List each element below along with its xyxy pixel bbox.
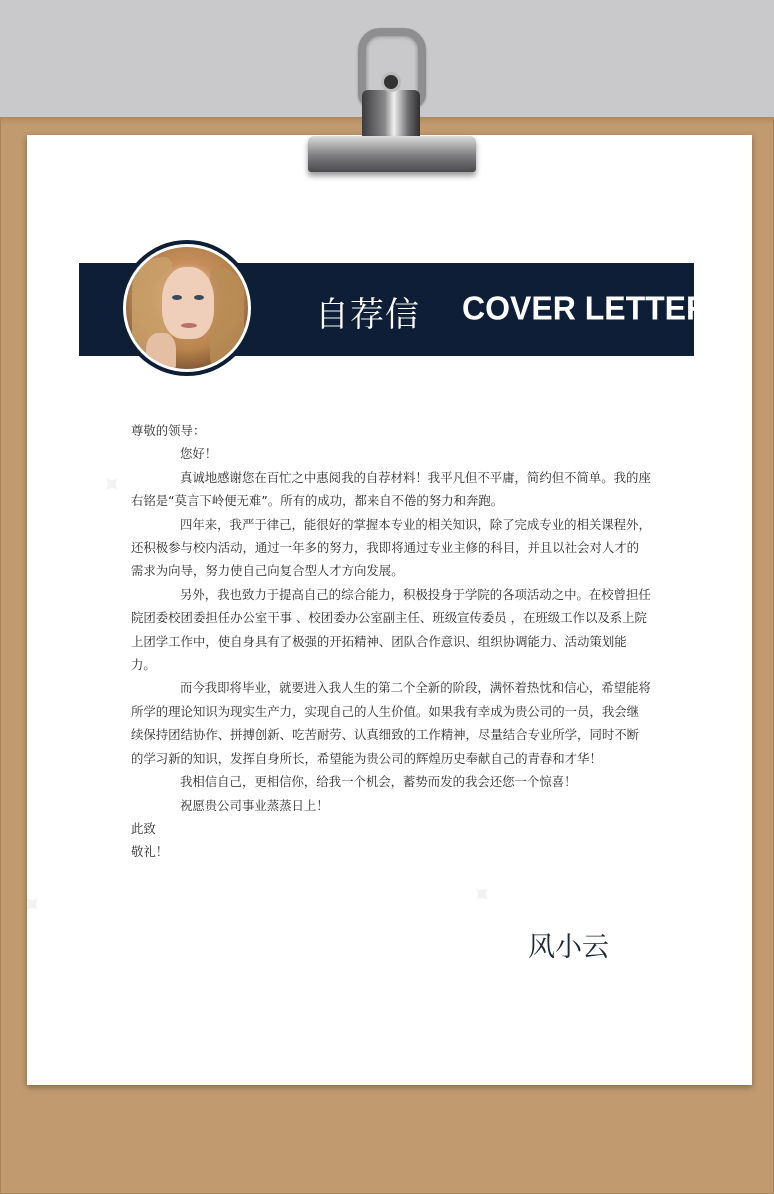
greeting: 您好！ [180,446,218,462]
closing-line: 敬礼！ [131,844,169,860]
letter-body [131,419,651,864]
paragraph: 四年来，我严于律己，能很好的掌握本专业的相关知识，除了完成专业的相关课程外，还积极参与校内活动，通过一年多的努力，我即将通过专业主修的科目，并且以社会对人才的需求为向导，努力使自己向复合型人才方向发展。 [131,516,651,579]
watermark: ✦ [12,886,50,924]
paragraph: 祝愿贵公司事业蒸蒸日上！ [180,797,329,813]
portrait-photo [123,244,251,372]
title-cn: 自荐信 [315,295,420,335]
watermark: ✦ [462,876,500,914]
binder-clip-icon [300,28,480,178]
paragraph: 而今我即将毕业，就要进入我人生的第二个全新的阶段，满怀着热忱和信心，希望能将所学的理论知识为现实生产力，实现自己的人生价值。如果我有幸成为贵公司的一员，我会继续保持团结协作、拼搏创新、吃苦耐劳、认真细致的工作精神，尽量结合专业所学，同时不断的学习新的知识，发挥自身所长，希望能为贵公司的辉煌历史奉献自己的青春和才华！ [131,680,651,766]
paragraph: 我相信自己，更相信你，给我一个机会，蓄势而发的我会还您一个惊喜！ [180,774,577,790]
watermark: ✦ [92,466,130,504]
salutation: 尊敬的领导： [131,423,206,438]
paragraph: 另外，我也致力于提高自己的综合能力，积极投身于学院的各项活动之中。在校曾担任院团委校团委担任办公室干事 、校团委办公室副主任、班级宣传委员 ，在班级工作以及系上院上团学工作中，使自身具有了极强的开拓精神、团队合作意识、组织协调能力、活动策划能力。 [131,586,651,673]
paragraph: 真诚地感谢您在百忙之中惠阅我的自荐材料！我平凡但不平庸，简约但不简单。我的座右铭是“莫言下岭便无难”。所有的成功，都来自不倦的努力和奔跑。 [131,469,651,509]
title-en: COVER LETTER [462,289,710,327]
signature: 风小云 [528,932,609,963]
avatar [119,240,255,376]
closing-line: 此致 [131,820,156,836]
